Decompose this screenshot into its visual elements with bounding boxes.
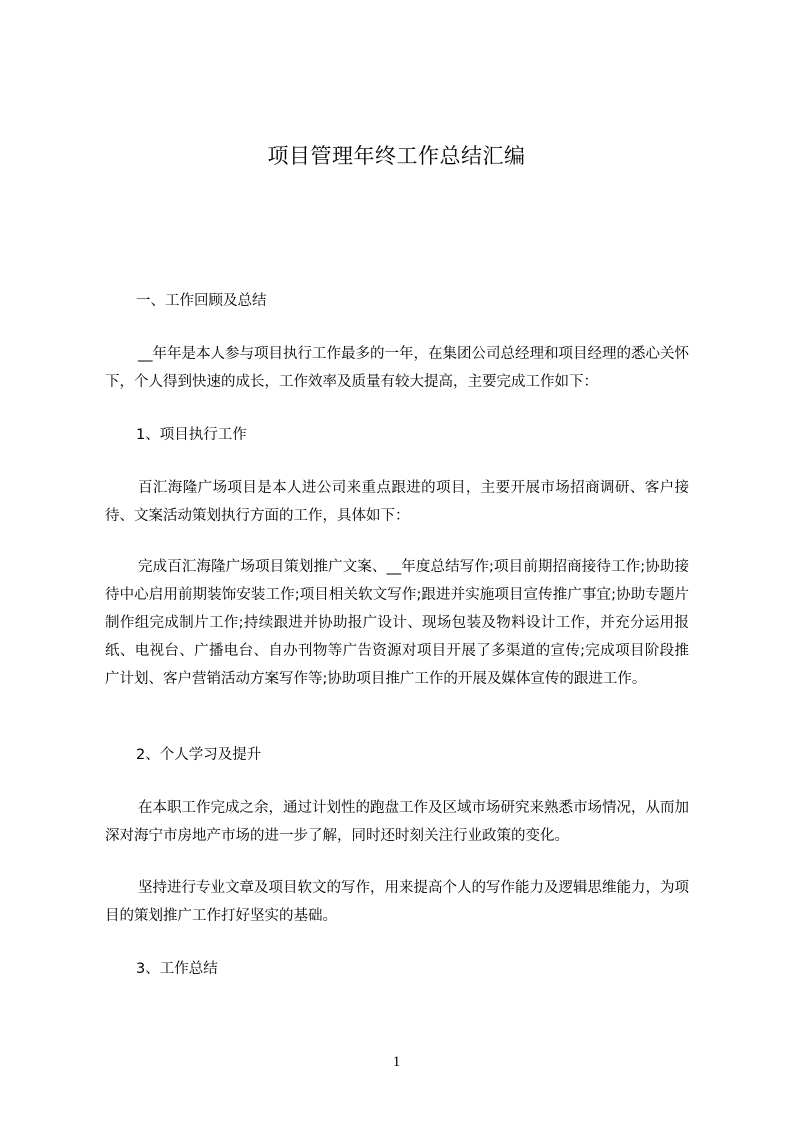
document-title: 项目管理年终工作总结汇编 [267,144,526,168]
subsection-heading-work-summary: 3、工作总结 [136,961,218,977]
section-heading-work-review: 一、工作回顾及总结 [136,293,267,309]
project-execution-paragraph-2: 完成百汇海隆广场项目策划推广文案、__年度总结写作;项目前期招商接待工作;协助接待中心启用前期装饰安装工作;项目相关软文写作;跟进并实施项目宣传推广事宜;协助专题片制作组完成制片工作;持续跟进并协助报广设计、现场包装及物料设计工作，并充分运用报纸、电视台、广播电台、自办刊物等广告资源对项目开展了多渠道的宣传;完成项目阶段推广计划、客户营销活动方案写作等;协助项目推广工作的开展及媒体宣传的跟进工作。 [105,559,689,687]
personal-learning-paragraph-2: 坚持进行专业文章及项目软文的写作，用来提高个人的写作能力及逻辑思维能力，为项目的策划推广工作打好坚实的基础。 [105,880,689,924]
intro-paragraph: __年年是本人参与项目执行工作最多的一年，在集团公司总经理和项目经理的悉心关怀下，个人得到快速的成长，工作效率及质量有较大提高，主要完成工作如下： [105,346,689,390]
personal-learning-paragraph-1: 在本职工作完成之余，通过计划性的跑盘工作及区域市场研究来熟悉市场情况，从而加深对海宁市房地产市场的进一步了解，同时还时刻关注行业政策的变化。 [105,800,689,844]
page-number: 1 [392,1054,401,1070]
subsection-heading-personal-learning: 2、个人学习及提升 [136,747,262,763]
project-execution-paragraph-1: 百汇海隆广场项目是本人进公司来重点跟进的项目，主要开展市场招商调研、客户接待、文案活动策划执行方面的工作，具体如下： [105,480,689,524]
subsection-heading-project-execution: 1、项目执行工作 [136,427,247,443]
